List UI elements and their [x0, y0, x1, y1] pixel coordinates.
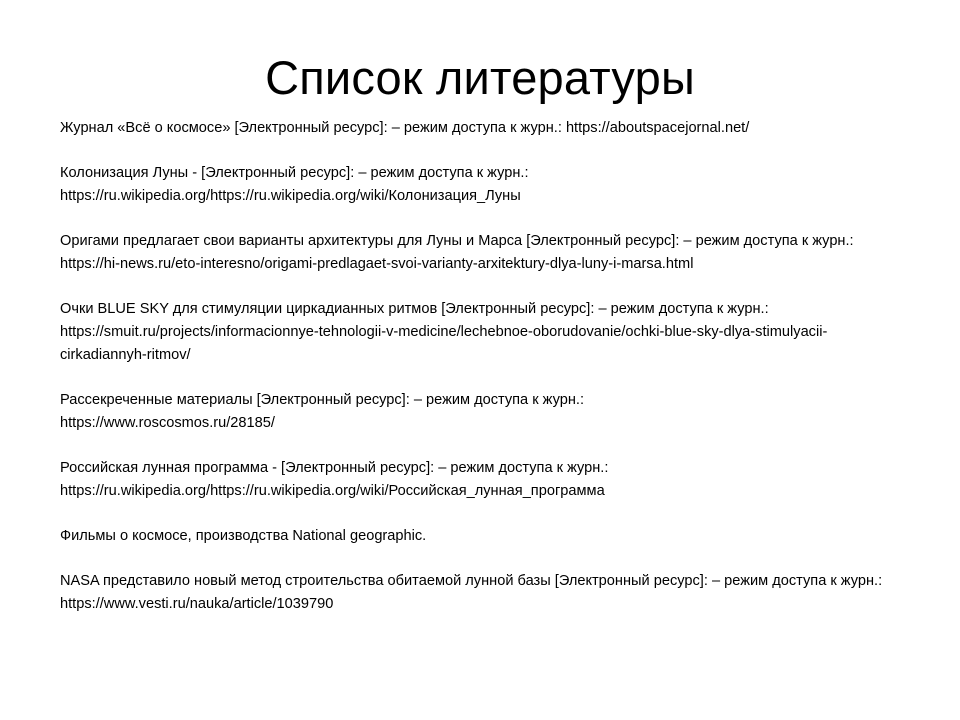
reference-item-8 — [60, 570, 910, 616]
reference-text: Российская лунная программа - [Электронный ресурс]: – режим доступа к журн.: — [60, 460, 609, 476]
reference-url[interactable]: https://www.vesti.ru/nauka/article/1039790 — [60, 596, 334, 612]
reference-item-1 — [60, 117, 910, 140]
reference-item-7 — [60, 525, 910, 548]
reference-text: Колонизация Луны - [Электронный ресурс]: – режим доступа к журн.: — [60, 165, 529, 181]
reference-url[interactable]: https://ru.wikipedia.org/https://ru.wikipedia.org/wiki/Российская_лунная_программа — [60, 483, 605, 499]
reference-text: NASA представило новый метод строительства обитаемой лунной базы [Электронный ресурс]: – режим доступа к журн.: — [60, 573, 883, 589]
reference-text: Журнал «Всё о космосе» [Электронный ресурс]: – режим доступа к журн.: — [60, 120, 566, 136]
reference-text: Рассекреченные материалы [Электронный ресурс]: – режим доступа к журн.: — [60, 392, 584, 408]
reference-url[interactable]: https://aboutspacejornal.net/ — [565, 120, 750, 136]
slide-title: Список литературы — [265, 51, 695, 104]
reference-item-3 — [60, 230, 910, 276]
reference-text: Оригами предлагает свои варианты архитектуры для Луны и Марса [Электронный ресурс]: – режим доступа к журн.: — [60, 233, 854, 249]
reference-list — [60, 117, 910, 638]
reference-url[interactable]: https://hi-news.ru/eto-interesno/origami-predlagaet-svoi-varianty-arxitektury-dlya-luny-i-marsa.html — [60, 256, 694, 272]
reference-item-4 — [60, 298, 910, 367]
reference-item-2 — [60, 162, 910, 208]
reference-url[interactable]: https://ru.wikipedia.org/https://ru.wikipedia.org/wiki/Колонизация_Луны — [60, 188, 521, 204]
reference-text: Фильмы о космосе, производства National geographic. — [60, 528, 427, 544]
reference-url[interactable]: https://smuit.ru/projects/informacionnye-tehnologii-v-medicine/lechebnoe-oborudovanie/ochki-blue-sky-dlya-stimulyacii-cirkadiannyh-ritmov/ — [60, 324, 828, 363]
reference-text: Очки BLUE SKY для стимуляции циркадианных ритмов [Электронный ресурс]: – режим доступа к журн.: — [60, 301, 769, 317]
reference-url[interactable]: https://www.roscosmos.ru/28185/ — [60, 415, 275, 431]
reference-item-6 — [60, 457, 910, 503]
reference-item-5 — [60, 389, 910, 435]
